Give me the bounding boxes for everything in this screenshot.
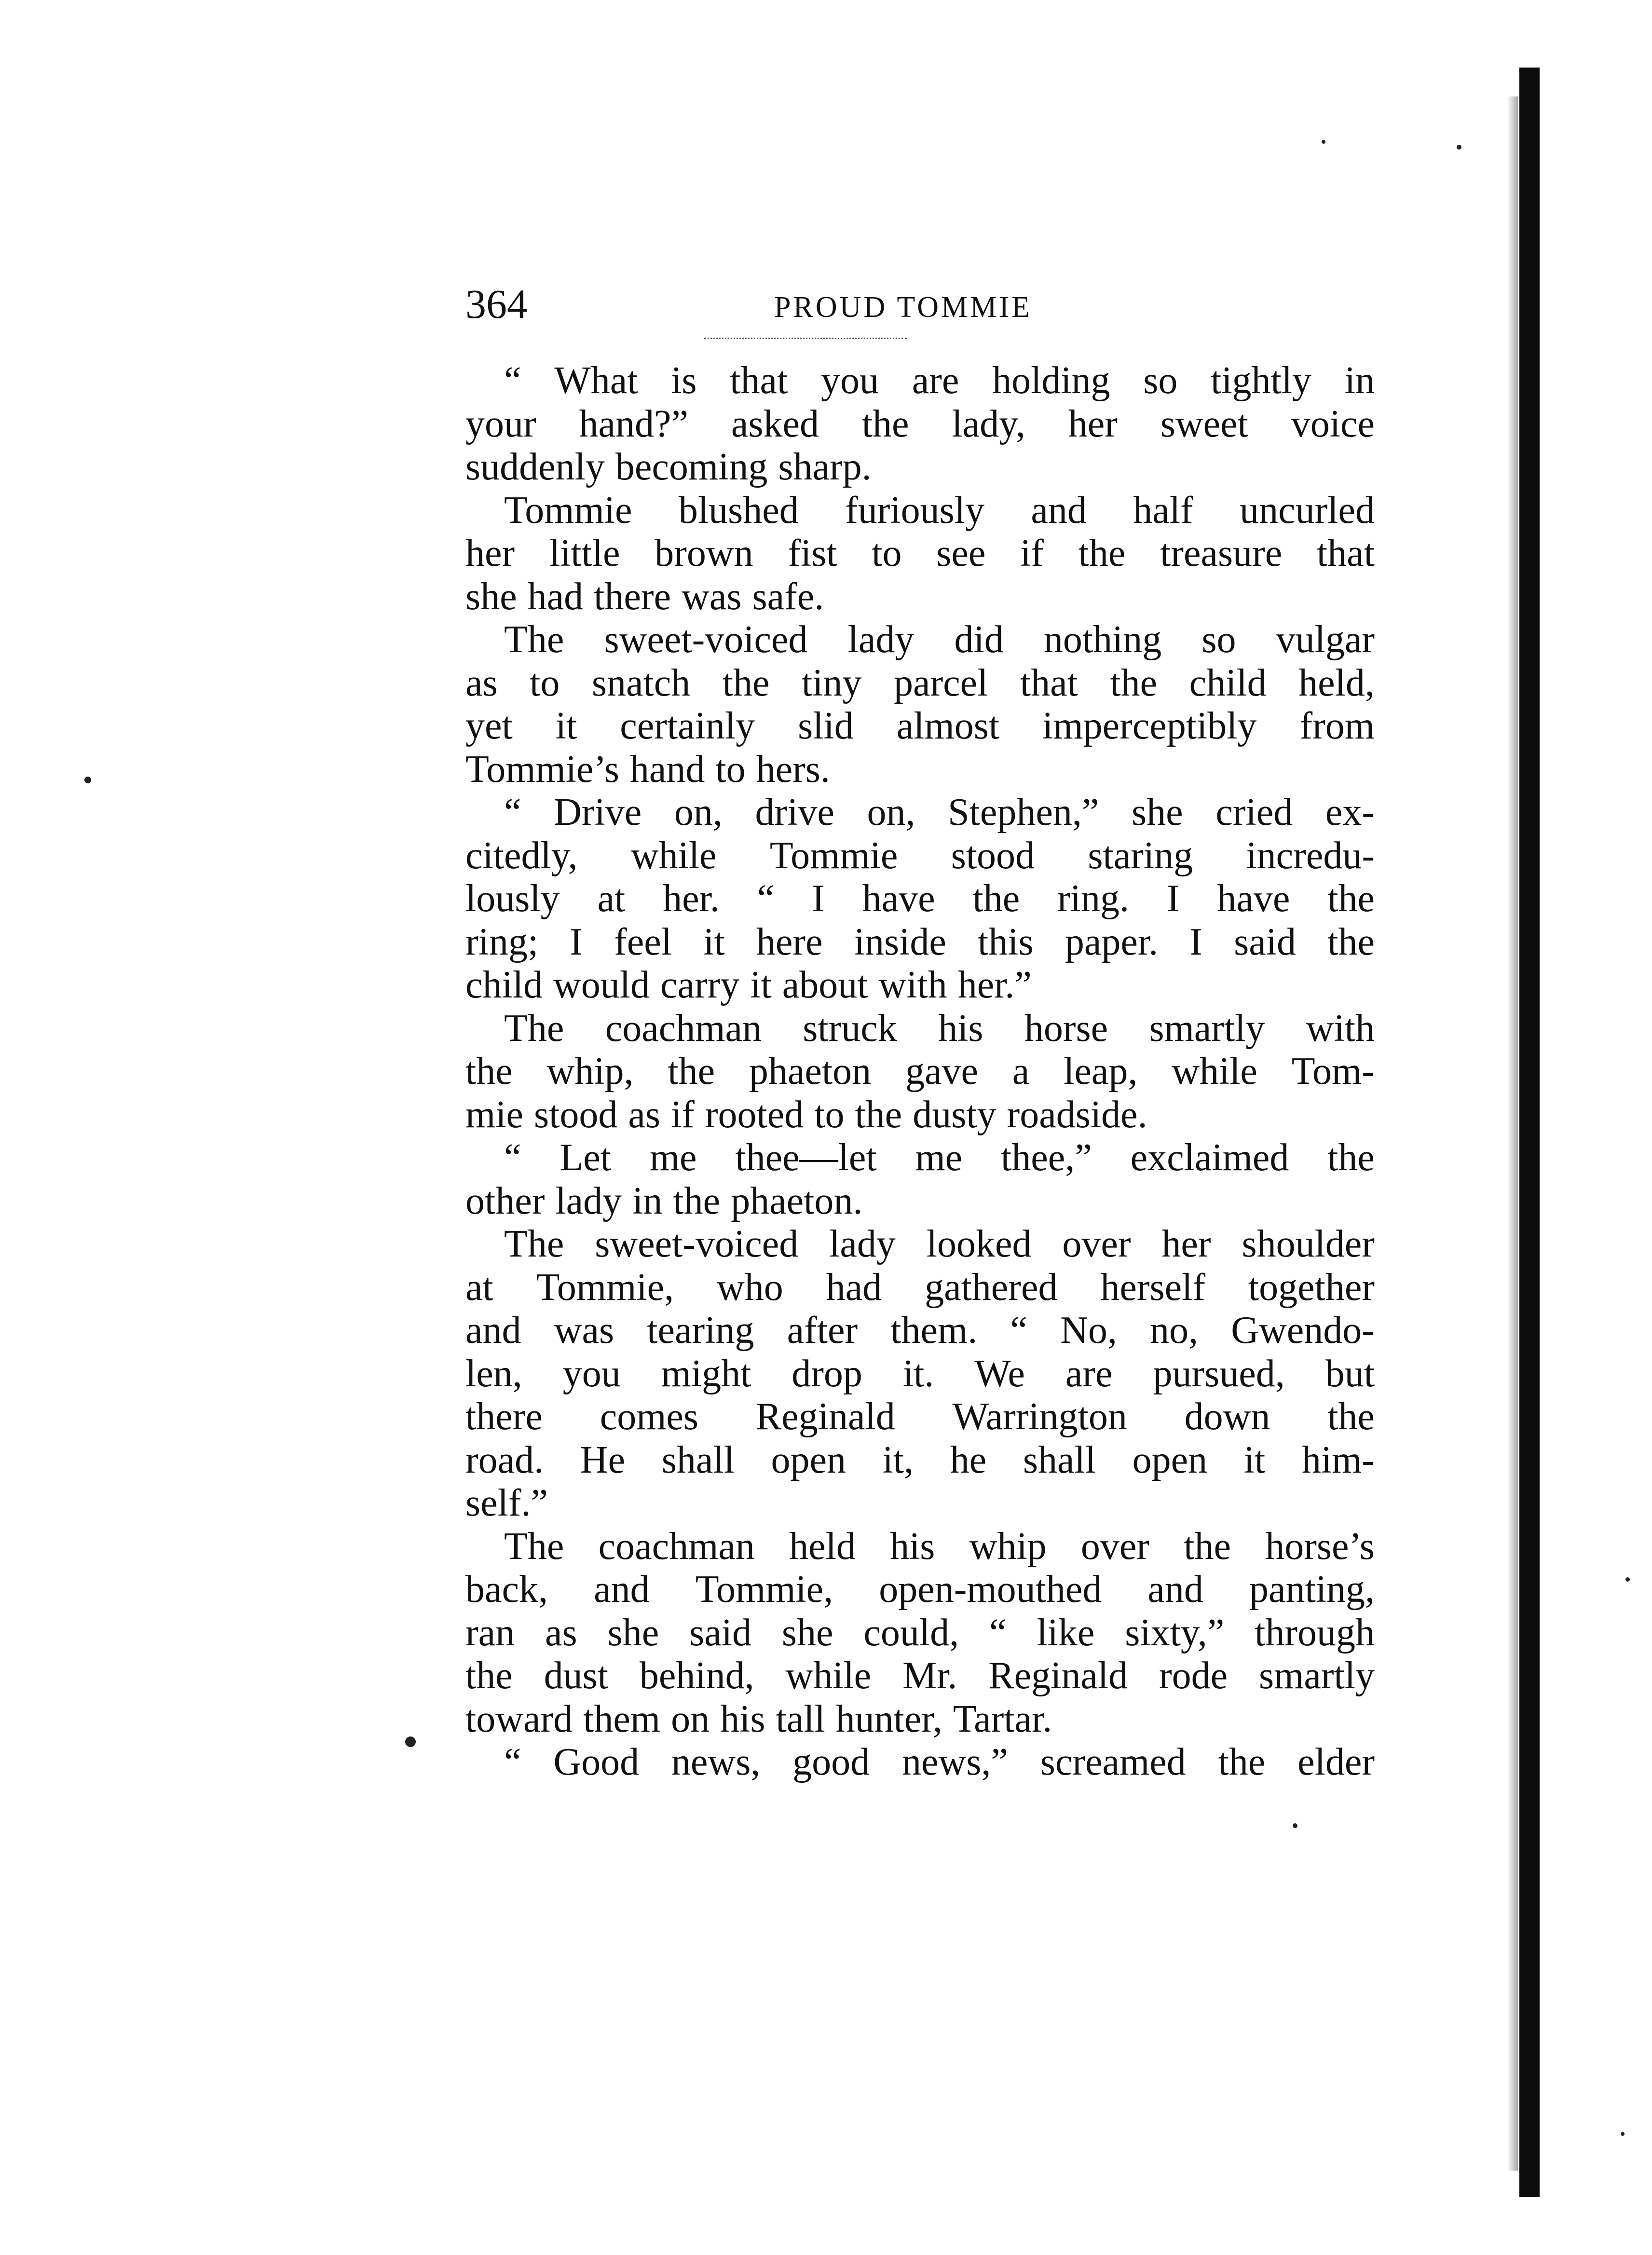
text-line: your hand?” asked the lady, her sweet voice <box>465 402 1375 445</box>
text-line: Tommie blushed furiously and half uncurled <box>504 489 1375 532</box>
text-line: other lady in the phaeton. <box>465 1179 863 1222</box>
text-line: there comes Reginald Warrington down the <box>465 1395 1375 1438</box>
scan-speck <box>405 1736 416 1747</box>
text-line: “ Let me thee—let me thee,” exclaimed the <box>504 1136 1375 1179</box>
scan-speck <box>1457 145 1461 150</box>
binding-shadow <box>1507 96 1518 2171</box>
text-line: suddenly becoming sharp. <box>465 446 872 488</box>
text-line: ring; I feel it here inside this paper. I said the <box>465 920 1375 963</box>
text-line: back, and Tommie, open-mouthed and panting, <box>465 1568 1375 1611</box>
text-line: at Tommie, who had gathered herself together <box>465 1266 1375 1309</box>
text-line: as to snatch the tiny parcel that the child held, <box>465 661 1375 704</box>
text-line: the dust behind, while Mr. Reginald rode smartly <box>465 1654 1375 1697</box>
text-line: yet it certainly slid almost imperceptibly from <box>465 705 1375 747</box>
text-line: The coachman held his whip over the horse’s <box>504 1525 1375 1568</box>
text-line: ran as she said she could, “ like sixty,” through <box>465 1611 1375 1654</box>
text-line: citedly, while Tommie stood staring incredu- <box>465 834 1375 877</box>
text-line: lously at her. “ I have the ring. I have the <box>465 877 1375 920</box>
scan-speck <box>1625 1577 1630 1582</box>
text-line: The sweet-voiced lady looked over her shoulder <box>504 1223 1375 1265</box>
text-line: “ Good news, good news,” screamed the elder <box>504 1741 1375 1783</box>
text-line: “ What is that you are holding so tightly in <box>504 359 1375 402</box>
body-text <box>465 359 1375 1784</box>
text-line: she had there was safe. <box>465 575 824 618</box>
page-header <box>465 277 1372 330</box>
header-rule <box>704 338 907 339</box>
scan-speck <box>1621 2132 1625 2136</box>
text-line: the whip, the phaeton gave a leap, while Tom- <box>465 1050 1375 1093</box>
text-line: “ Drive on, drive on, Stephen,” she cried ex- <box>504 791 1375 834</box>
text-line: road. He shall open it, he shall open it him- <box>465 1438 1375 1481</box>
scan-speck <box>1322 140 1325 144</box>
text-line: The coachman struck his horse smartly with <box>504 1007 1375 1050</box>
scan-speck <box>84 777 91 783</box>
text-line: Tommie’s hand to hers. <box>465 748 830 791</box>
text-line: mie stood as if rooted to the dusty roadside. <box>465 1093 1147 1136</box>
text-line: her little brown fist to see if the treasure that <box>465 532 1375 574</box>
page-number: 364 <box>465 281 528 327</box>
text-line: toward them on his tall hunter, Tartar. <box>465 1697 1052 1740</box>
text-line: and was tearing after them. “ No, no, Gwendo- <box>465 1309 1375 1352</box>
scan-speck <box>1293 1823 1297 1828</box>
binding-edge <box>1519 68 1540 2197</box>
text-line: self.” <box>465 1482 548 1524</box>
text-line: len, you might drop it. We are pursued, but <box>465 1352 1375 1395</box>
text-line: child would carry it about with her.” <box>465 964 1032 1006</box>
running-head: PROUD TOMMIE <box>774 291 1032 324</box>
text-line: The sweet-voiced lady did nothing so vulgar <box>504 618 1375 661</box>
